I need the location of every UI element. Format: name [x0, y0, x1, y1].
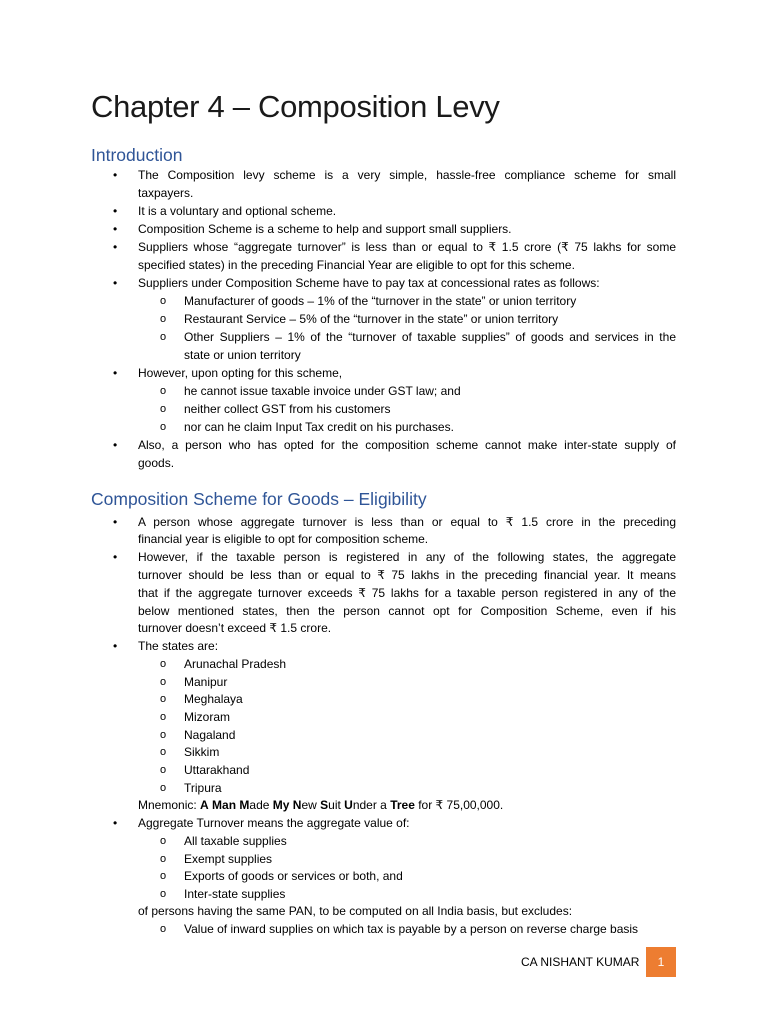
bullet: •	[113, 222, 118, 236]
footer-author: CA NISHANT KUMAR	[521, 955, 640, 969]
sub-bullet: o	[160, 403, 167, 415]
list-item: However, if the taxable person is registered in any of the following states, the aggregate	[138, 550, 676, 564]
bullet: •	[113, 366, 118, 380]
aggregate-item: All taxable supplies	[184, 834, 287, 848]
list-item: A person whose aggregate turnover is less than or equal to ₹ 1.5 crore in the preceding	[138, 515, 676, 529]
mnemonic-bold: My	[272, 798, 290, 812]
mnemonic-text: uit	[328, 798, 345, 812]
list-item: It is a voluntary and optional scheme.	[138, 204, 337, 218]
chapter-title: Chapter 4 – Composition Levy	[91, 89, 500, 124]
list-item: However, upon opting for this scheme,	[138, 366, 343, 380]
bullet: •	[113, 438, 118, 452]
state-item: Nagaland	[184, 728, 236, 742]
mnemonic-bold: S	[320, 798, 329, 812]
list-item: The Composition levy scheme is a very simple, hassle-free compliance scheme for small	[138, 168, 676, 182]
list-item: The states are:	[138, 639, 219, 653]
mnemonic-bold: Man	[212, 798, 237, 812]
list-item-cont: that if the aggregate turnover exceeds ₹ 75 lakhs for a taxable person registered in any of the	[138, 586, 676, 600]
sub-bullet: o	[160, 676, 167, 688]
aggregate-item: Inter-state supplies	[184, 887, 286, 901]
mnemonic-text: nder a	[352, 798, 391, 812]
bullet: •	[113, 240, 118, 254]
sub-bullet: o	[160, 729, 167, 741]
list-item-cont: financial year is eligible to opt for composition scheme.	[138, 532, 429, 546]
bullet: •	[113, 204, 118, 218]
aggregate-item: Exempt supplies	[184, 852, 273, 866]
state-item: Meghalaya	[184, 692, 243, 706]
mnemonic	[138, 797, 503, 815]
state-item: Sikkim	[184, 745, 220, 759]
bullet: •	[113, 816, 118, 830]
state-item: Uttarakhand	[184, 763, 250, 777]
exclusion-item: Value of inward supplies on which tax is payable by a person on reverse charge basis	[184, 922, 639, 936]
sub-bullet: o	[160, 888, 167, 900]
state-item: Manipur	[184, 675, 228, 689]
sub-list-item: Other Suppliers – 1% of the “turnover of taxable supplies” of goods and services in the	[184, 330, 676, 344]
list-item: Aggregate Turnover means the aggregate value of:	[138, 816, 410, 830]
mnemonic-text: ade	[249, 798, 273, 812]
list-item: Suppliers whose “aggregate turnover” is less than or equal to ₹ 1.5 crore (₹ 75 lakhs for some	[138, 240, 676, 254]
mnemonic-label: Mnemonic:	[138, 798, 201, 812]
mnemonic-text: ew	[301, 798, 321, 812]
sub-bullet: o	[160, 764, 167, 776]
sub-bullet: o	[160, 782, 167, 794]
bullet: •	[113, 639, 118, 653]
bullet: •	[113, 276, 118, 290]
sub-bullet: o	[160, 385, 167, 397]
sub-bullet: o	[160, 331, 167, 343]
sub-bullet: o	[160, 870, 167, 882]
sub-bullet: o	[160, 295, 167, 307]
list-item-cont: turnover doesn’t exceed ₹ 1.5 crore.	[138, 621, 332, 635]
mnemonic-bold: U	[344, 798, 353, 812]
sub-list-item: neither collect GST from his customers	[184, 402, 391, 416]
section-heading-goods-eligibility: Composition Scheme for Goods – Eligibility	[91, 489, 427, 509]
mnemonic-bold: A	[200, 798, 209, 812]
list-item-cont: specified states) in the preceding Financial Year are eligible to opt for this scheme.	[138, 258, 575, 272]
list-item-cont: turnover should be less than or equal to ₹ 75 lakhs in the preceding financial year. It means	[138, 568, 676, 582]
bullet: •	[113, 168, 118, 182]
state-item: Arunachal Pradesh	[184, 657, 287, 671]
state-item: Mizoram	[184, 710, 231, 724]
state-item: Tripura	[184, 781, 222, 795]
aggregate-item: Exports of goods or services or both, and	[184, 869, 403, 883]
list-item: Composition Scheme is a scheme to help and support small suppliers.	[138, 222, 512, 236]
section-heading-introduction: Introduction	[91, 145, 183, 165]
sub-bullet: o	[160, 693, 167, 705]
sub-list-item: Manufacturer of goods – 1% of the “turnover in the state” or union territory	[184, 294, 577, 308]
list-item-cont: below mentioned states, then the person cannot opt for Composition Scheme, even if his	[138, 604, 676, 618]
list-item: Also, a person who has opted for the composition scheme cannot make inter-state supply of	[138, 438, 676, 452]
list-item-cont: taxpayers.	[138, 186, 194, 200]
sub-list-item: nor can he claim Input Tax credit on his purchases.	[184, 420, 454, 434]
mnemonic-bold: N	[292, 798, 302, 812]
mnemonic-bold: M	[239, 798, 250, 812]
sub-list-item: Restaurant Service – 5% of the “turnover in the state” or union territory	[184, 312, 559, 326]
list-item: Suppliers under Composition Scheme have to pay tax at concessional rates as follows:	[138, 276, 600, 290]
sub-bullet: o	[160, 853, 167, 865]
paragraph: of persons having the same PAN, to be computed on all India basis, but excludes:	[138, 904, 573, 918]
bullet: •	[113, 515, 118, 529]
sub-bullet: o	[160, 835, 167, 847]
sub-bullet: o	[160, 421, 167, 433]
sub-bullet: o	[160, 923, 167, 935]
bullet: •	[113, 550, 118, 564]
sub-bullet: o	[160, 711, 167, 723]
sub-bullet: o	[160, 746, 167, 758]
sub-list-item: he cannot issue taxable invoice under GST law; and	[184, 384, 461, 398]
sub-list-item-cont: state or union territory	[184, 348, 301, 362]
page-number-badge: 1	[646, 947, 676, 977]
mnemonic-bold: Tree	[390, 798, 415, 812]
sub-bullet: o	[160, 658, 167, 670]
sub-bullet: o	[160, 313, 167, 325]
mnemonic-text: for ₹ 75,00,000.	[414, 798, 504, 812]
list-item-cont: goods.	[138, 456, 175, 470]
